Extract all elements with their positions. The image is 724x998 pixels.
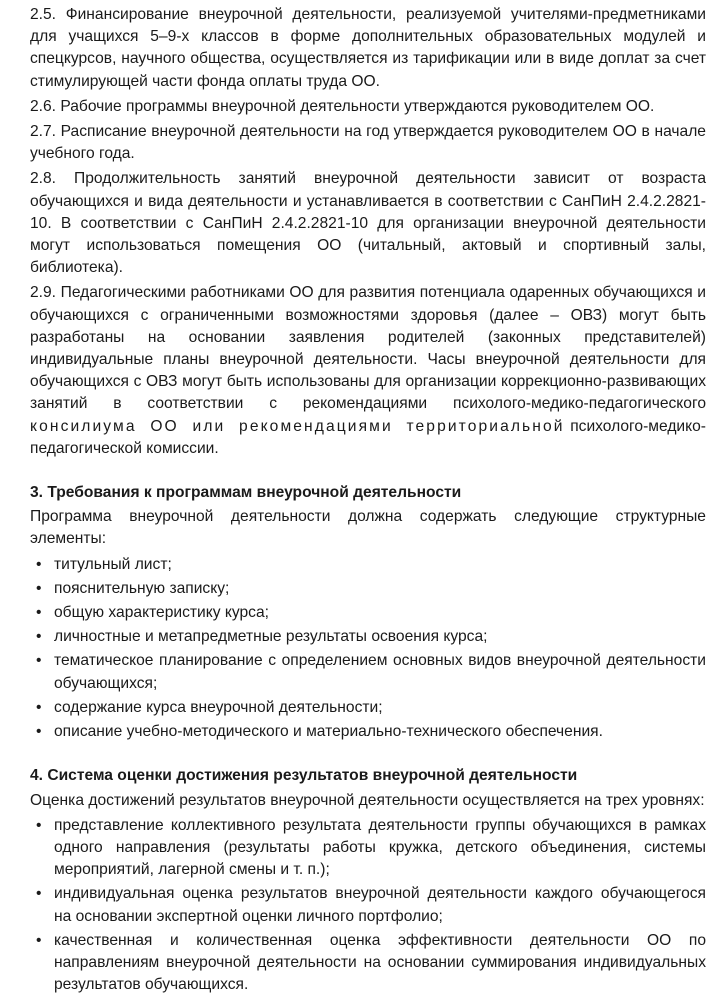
section-3-intro: Программа внеурочной деятельности должна содержать следующие структурные элементы:	[30, 508, 706, 548]
bullet-icon: •	[36, 885, 42, 903]
list-item-text: содержание курса внеурочной деятельности;	[54, 698, 383, 716]
paragraph-2-9-tail: психолого-медико-педагогической комиссии.	[30, 417, 706, 457]
list-item-text: описание учебно-методического и материально-технического обеспечения.	[54, 723, 603, 741]
list-item	[30, 721, 706, 743]
section-3-list	[30, 554, 706, 744]
paragraph-2-9-spaced: консилиума ОО или рекомендациями территориальной	[30, 417, 565, 435]
list-item-text: личностные и метапредметные результаты освоения курса;	[54, 628, 488, 646]
bullet-icon: •	[36, 698, 42, 716]
list-item	[30, 626, 706, 648]
bullet-icon: •	[36, 931, 42, 949]
list-item	[30, 554, 706, 576]
bullet-icon: •	[36, 652, 42, 670]
paragraph-2-9	[30, 282, 706, 460]
list-item-text: индивидуальная оценка результатов внеурочной деятельности каждого обучающегося на основании экспертной оценки личного портфолио;	[54, 885, 706, 925]
list-item-text: качественная и количественная оценка эффективности деятельности ОО по направлениям внеурочной деятельности на основании суммирования индивидуальных результатов обучающихся.	[54, 931, 706, 994]
paragraph-2-6: 2.6. Рабочие программы внеурочной деятельности утверждаются руководителем ОО.	[30, 97, 655, 115]
list-item-text: титульный лист;	[54, 555, 172, 573]
list-item	[30, 697, 706, 719]
section-4-heading: 4. Система оценки достижения результатов внеурочной деятельности	[30, 767, 578, 785]
list-item	[30, 650, 706, 694]
list-item-text: тематическое планирование с определением основных видов внеурочной деятельности обучающихся;	[54, 652, 706, 692]
paragraph-2-5: 2.5. Финансирование внеурочной деятельности, реализуемой учителями-предметниками для учащихся 5–9-х классов в форме дополнительных образовательных модулей и спецкурсов, научного общества, осуществляется из тарификации или в виде доплат за счет стимулирующей части фонда оплаты труда ОО.	[30, 6, 706, 90]
document-page	[30, 4, 706, 998]
list-item	[30, 602, 706, 624]
section-4-list	[30, 815, 706, 997]
bullet-icon: •	[36, 579, 42, 597]
section-3-heading: 3. Требования к программам внеурочной деятельности	[30, 484, 462, 502]
bullet-icon: •	[36, 604, 42, 622]
section-4-intro: Оценка достижений результатов внеурочной деятельности осуществляется на трех уровнях:	[30, 791, 705, 809]
paragraph-2-8: 2.8. Продолжительность занятий внеурочной деятельности зависит от возраста обучающихся и вида деятельности и устанавливается в соответствии с СанПиН 2.4.2.2821-10. В соответствии с СанПиН 2.4.2.2821-10 для организации внеурочной деятельности могут использоваться помещения ОО (читальный, актовый и спортивный залы, библиотека).	[30, 170, 706, 277]
list-item	[30, 578, 706, 600]
list-item-text: представление коллективного результата деятельности группы обучающихся в рамках одного направления (результаты работы кружка, детского объединения, системы мероприятий, лагерной смены и т. п.);	[54, 816, 706, 879]
list-item	[30, 883, 706, 927]
list-item-text: пояснительную записку;	[54, 579, 230, 597]
bullet-icon: •	[36, 723, 42, 741]
list-item	[30, 815, 706, 882]
bullet-icon: •	[36, 816, 42, 834]
bullet-icon: •	[36, 628, 42, 646]
bullet-icon: •	[36, 555, 42, 573]
paragraph-2-9-main: 2.9. Педагогическими работниками ОО для развития потенциала одаренных обучающихся и обучающихся с ограниченными возможностями здоровья (далее – ОВЗ) могут быть разработаны на основании заявления родителей (законных представителей) индивидуальные планы внеурочной деятельности. Часы внеурочной деятельности для обучающихся с ОВЗ могут быть использованы для организации коррекционно-развивающих занятий в соответствии с рекомендациями психолого-медико-педагогического	[30, 284, 706, 413]
paragraph-2-7: 2.7. Расписание внеурочной деятельности на год утверждается руководителем ОО в начале учебного года.	[30, 123, 706, 163]
list-item-text: общую характеристику курса;	[54, 604, 269, 622]
list-item	[30, 930, 706, 997]
